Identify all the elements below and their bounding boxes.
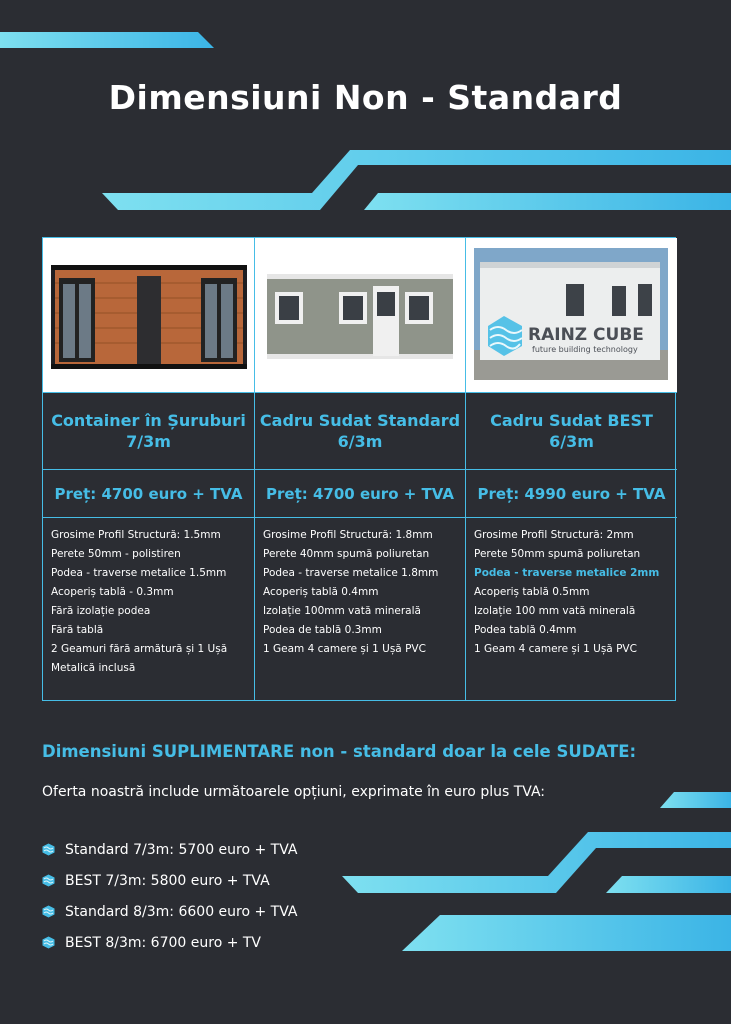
product-specs <box>466 526 677 659</box>
spec-line: Podea - traverse metalice 1.5mm <box>51 567 227 579</box>
option-label: Standard 7/3m: 5700 euro + TVA <box>65 841 298 858</box>
spec-line: Fără tablă <box>51 624 104 636</box>
svg-text:RAINZ CUBE: RAINZ CUBE <box>528 325 644 345</box>
spec-line: 1 Geam 4 camere și 1 Ușă PVC <box>474 643 637 655</box>
cube-icon <box>42 843 55 856</box>
spec-line: 2 Geamuri fără armătură și 1 Ușă <box>51 643 228 655</box>
cube-icon <box>42 936 55 949</box>
spec-line: Grosime Profil Structură: 1.8mm <box>263 529 433 541</box>
spec-line: Acoperiș tablă 0.4mm <box>263 586 379 598</box>
spec-line: Fără izolație podea <box>51 605 151 617</box>
supplementary-intro: Oferta noastră include următoarele opțiuni, exprimate în euro plus TVA: <box>42 784 546 800</box>
spec-line: 1 Geam 4 camere și 1 Ușă PVC <box>263 643 426 655</box>
options-list <box>42 834 298 958</box>
product-specs <box>255 526 465 659</box>
product-name: Container în Șuruburi 7/3m <box>43 393 254 470</box>
option-label: BEST 7/3m: 5800 euro + TVA <box>65 872 270 889</box>
spec-line: Podea tablă 0.4mm <box>474 624 577 636</box>
product-price: Preț: 4700 euro + TVA <box>43 470 254 518</box>
product-image-standard <box>255 238 465 393</box>
spec-line: Perete 40mm spumă poliuretan <box>263 548 430 560</box>
spec-line: Podea de tablă 0.3mm <box>263 624 382 636</box>
cube-icon <box>42 905 55 918</box>
product-image-best <box>466 238 677 393</box>
svg-text:future building technology: future building technology <box>532 345 638 354</box>
spec-line: Metalică inclusă <box>51 662 136 674</box>
product-price: Preț: 4700 euro + TVA <box>255 470 465 518</box>
product-column-best <box>466 238 677 700</box>
spec-line: Acoperiș tablă - 0.3mm <box>51 586 174 598</box>
list-item <box>42 927 298 958</box>
spec-line: Podea - traverse metalice 1.8mm <box>263 567 439 579</box>
product-name: Cadru Sudat BEST 6/3m <box>466 393 677 470</box>
spec-line: Perete 50mm spumă poliuretan <box>474 548 641 560</box>
list-item <box>42 896 298 927</box>
spec-line: Izolație 100 mm vată minerală <box>474 605 636 617</box>
product-specs <box>43 526 254 678</box>
cube-icon <box>42 874 55 887</box>
spec-line: Grosime Profil Structură: 1.5mm <box>51 529 221 541</box>
product-name: Cadru Sudat Standard 6/3m <box>255 393 465 470</box>
supplementary-title: Dimensiuni SUPLIMENTARE non - standard doar la cele SUDATE: <box>42 742 637 761</box>
product-comparison-table <box>42 237 676 701</box>
spec-line: Izolație 100mm vată minerală <box>263 605 421 617</box>
list-item <box>42 834 298 865</box>
spec-line: Acoperiș tablă 0.5mm <box>474 586 590 598</box>
spec-line-highlighted: Podea - traverse metalice 2mm <box>474 567 660 579</box>
page-title: Dimensiuni Non - Standard <box>108 78 623 117</box>
product-price: Preț: 4990 euro + TVA <box>466 470 677 518</box>
product-column-standard <box>255 238 466 700</box>
product-image-screwed <box>43 238 254 393</box>
list-item <box>42 865 298 896</box>
spec-line: Perete 50mm - polistiren <box>51 548 181 560</box>
product-column-screwed <box>43 238 255 700</box>
option-label: Standard 8/3m: 6600 euro + TVA <box>65 903 298 920</box>
spec-line: Grosime Profil Structură: 2mm <box>474 529 634 541</box>
option-label: BEST 8/3m: 6700 euro + TV <box>65 934 262 951</box>
